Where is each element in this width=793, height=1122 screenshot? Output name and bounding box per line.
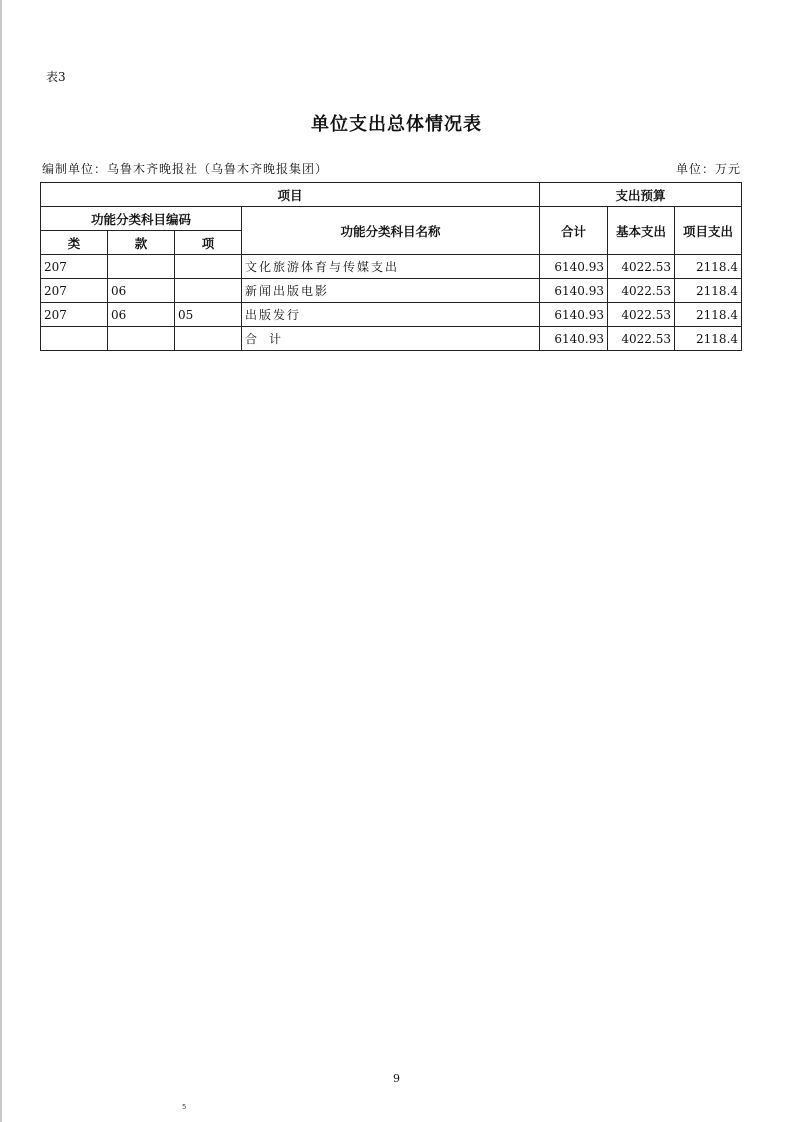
cell-section <box>108 327 175 351</box>
expenditure-table <box>40 182 742 351</box>
cell-class: 207 <box>41 303 108 327</box>
header-project: 项目 <box>41 183 540 207</box>
cell-class <box>41 327 108 351</box>
page-title: 单位支出总体情况表 <box>311 114 482 135</box>
left-edge-rule <box>0 0 2 1122</box>
header-code-group: 功能分类科目编码 <box>41 207 242 231</box>
cell-item: 05 <box>175 303 242 327</box>
table-row <box>41 279 742 303</box>
header-project-expense: 项目支出 <box>675 207 742 255</box>
cell-subject-name: 文化旅游体育与传媒支出 <box>242 255 540 279</box>
corner-mark: 5 <box>182 1103 187 1111</box>
page-number: 9 <box>393 1072 400 1085</box>
cell-total: 6140.93 <box>540 303 608 327</box>
organization-label: 编制单位：乌鲁木齐晚报社（乌鲁木齐晚报集团） <box>42 162 329 176</box>
table-row <box>41 255 742 279</box>
header-budget: 支出预算 <box>540 183 742 207</box>
cell-total: 6140.93 <box>540 255 608 279</box>
cell-class: 207 <box>41 255 108 279</box>
header-subject-name: 功能分类科目名称 <box>242 207 540 255</box>
table-number: 表3 <box>46 70 66 84</box>
header-class: 类 <box>41 231 108 255</box>
cell-basic: 4022.53 <box>608 303 675 327</box>
cell-basic: 4022.53 <box>608 327 675 351</box>
cell-subject-name: 合计 <box>242 327 540 351</box>
cell-total: 6140.93 <box>540 327 608 351</box>
cell-project: 2118.4 <box>675 327 742 351</box>
cell-section <box>108 255 175 279</box>
cell-item <box>175 255 242 279</box>
cell-basic: 4022.53 <box>608 279 675 303</box>
cell-item <box>175 327 242 351</box>
header-row-1 <box>41 183 742 207</box>
header-section: 款 <box>108 231 175 255</box>
cell-section: 06 <box>108 279 175 303</box>
cell-total: 6140.93 <box>540 279 608 303</box>
cell-subject-name: 出版发行 <box>242 303 540 327</box>
table-row <box>41 303 742 327</box>
cell-item <box>175 279 242 303</box>
header-basic: 基本支出 <box>608 207 675 255</box>
total-row <box>41 327 742 351</box>
unit-label: 单位：万元 <box>675 162 741 176</box>
header-row-2 <box>41 207 742 231</box>
header-item: 项 <box>175 231 242 255</box>
cell-basic: 4022.53 <box>608 255 675 279</box>
cell-class: 207 <box>41 279 108 303</box>
cell-section: 06 <box>108 303 175 327</box>
header-total: 合计 <box>540 207 608 255</box>
cell-subject-name: 新闻出版电影 <box>242 279 540 303</box>
cell-project: 2118.4 <box>675 303 742 327</box>
cell-project: 2118.4 <box>675 255 742 279</box>
cell-project: 2118.4 <box>675 279 742 303</box>
